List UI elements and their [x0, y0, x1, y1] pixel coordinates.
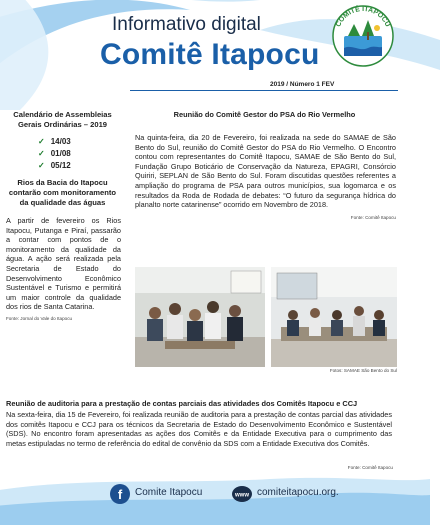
- logo-text: COMITÊ ITAPOCU: [334, 5, 392, 29]
- main-article-body: Na quinta-feira, dia 20 de Fevereiro, foi realizada na sede do SAMAE de São Bento do Sul, reunião do Comitê Gestor do PSA do Rio Vermelho. O Encontro contou com representantes do Comitê Itapocu, SAMAE de São Bento do Sul, Fundação Grupo Boticário de Conservação da Natureza, EPAGRI, Consórcio Quiriri, SEPLAN de São Bento do Sul. Foram discutidas questões referentes a ampliação do programa de PSA para outros municípios, sua logomarca e os resultados da Roda de Rodada de debates: “O futuro da segurança hídrica do planalto norte catarinense” ocorrido em Novembro de 2018.: [135, 133, 396, 210]
- facebook-link[interactable]: Comite Itapocu: [135, 487, 203, 498]
- meeting-photo-right: [271, 267, 397, 367]
- main-article-title: Reunião do Comitê Gestor do PSA do Rio Vermelho: [173, 110, 356, 119]
- audit-article-source: Fonte: Comitê Itapocu: [347, 465, 393, 470]
- issue-number: 2019 / Número 1 FEV: [270, 81, 335, 88]
- audit-article: [4, 399, 396, 448]
- list-item: [38, 148, 125, 160]
- facebook-icon[interactable]: f: [110, 484, 130, 504]
- assembly-date: 14/03: [50, 137, 71, 146]
- website-link[interactable]: comiteitapocu.org.: [257, 487, 339, 498]
- audit-article-title: Reunião de auditoria para a prestação de contas parciais das atividades dos Comitês Itapocu e CCJ: [6, 399, 358, 408]
- check-icon: ✓: [38, 149, 45, 158]
- rivers-article-title: Rios da Bacia do Itapocu contarão com monitoramento da qualidade das águas: [8, 178, 117, 207]
- check-icon: ✓: [38, 161, 45, 170]
- photo-credit: Fotos: SAMAE São Bento do Sul: [329, 368, 397, 373]
- rivers-article-body: A partir de fevereiro os Rios Itapocu, Putanga e Piraí, passarão a contar com pontos de o monitoramento da qualidade da água. A ação será realizada pela Secretaria de Estado do Desenvolvimento Econômico Sustentável e Turismo e permitirá um maior controle da qualidade dos rios de Santa Catarina.: [6, 216, 121, 312]
- left-column: [0, 110, 125, 321]
- list-item: [38, 160, 125, 172]
- assembly-date: 05/12: [50, 161, 71, 170]
- audit-article-body: Na sexta-feira, dia 15 de Fevereiro, foi realizada reunião de auditoria para a prestação de contas parcial das atividades dos comitês Itapocu e CCJ para os técnicos da Secretaria de Estado do Desenvolvimento Econômico e Sustentável (SDS). No encontro foram apresentadas as ações dos Comitês e da Entidade Executiva para o cumprimento das metas estipuladas no termo de referência do edital de convênio da SDS com a Entidade Executiva dos Comitês.: [6, 410, 392, 448]
- comite-itapocu-logo: [330, 2, 396, 68]
- header: [0, 0, 400, 88]
- rivers-article-source: Fonte: Jornal do Vale do Itapocu: [6, 315, 73, 321]
- main-article: [133, 110, 396, 220]
- meeting-photo-left: [135, 267, 265, 367]
- check-icon: ✓: [38, 137, 45, 146]
- list-item: [38, 136, 125, 148]
- newsletter-subtitle: Informativo digital: [112, 14, 261, 35]
- assembly-dates-list: [38, 136, 125, 172]
- assembly-date: 01/08: [50, 149, 71, 158]
- calendar-title: Calendário de Assembleias Gerais Ordinárias – 2019: [13, 110, 112, 129]
- www-globe-icon[interactable]: [231, 485, 253, 503]
- newsletter-title: Comitê Itapocu: [100, 38, 320, 71]
- footer-wave-decoration: [0, 475, 430, 525]
- header-divider: [130, 90, 398, 91]
- svg-text:www: www: [234, 492, 250, 499]
- main-article-source: Fonte: Comitê Itapocu: [350, 214, 396, 220]
